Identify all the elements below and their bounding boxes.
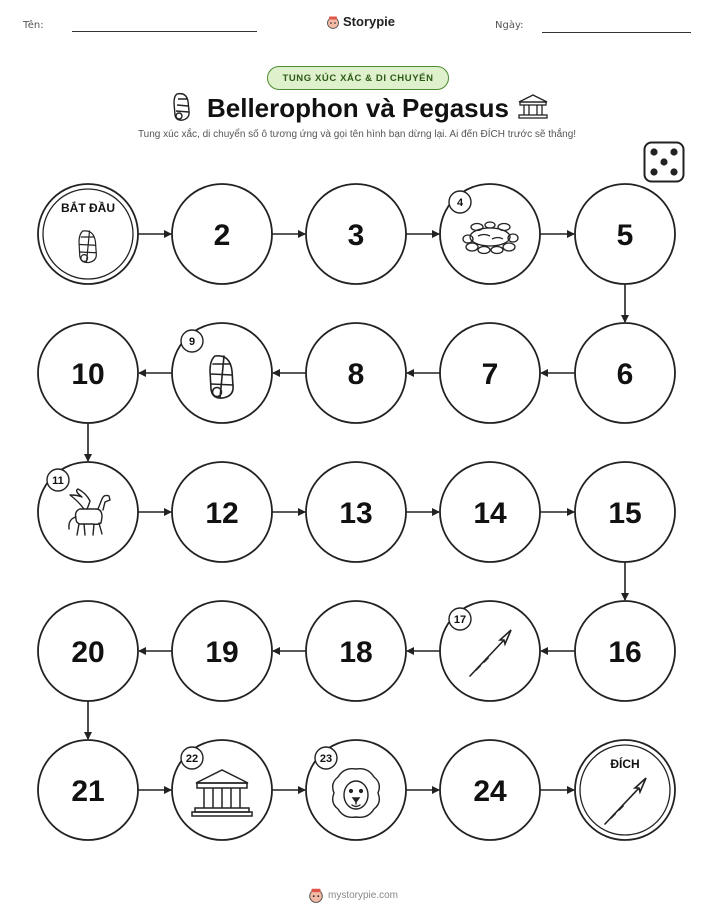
space-number: 6 <box>616 358 634 391</box>
space-label: BẮT ĐẦU <box>61 201 115 215</box>
board-space-17[interactable] <box>440 601 540 701</box>
space-number: 12 <box>205 497 239 530</box>
space-number: 17 <box>453 614 467 626</box>
space-number: 11 <box>52 475 64 487</box>
board-space-22[interactable] <box>172 740 272 840</box>
board-space-10[interactable] <box>38 323 138 423</box>
space-number: 19 <box>205 636 239 669</box>
space-number: 22 <box>185 753 199 765</box>
board-space-9[interactable] <box>172 323 272 423</box>
name-label: Tên: <box>23 20 44 31</box>
board-space-8[interactable] <box>306 323 406 423</box>
board-space-15[interactable] <box>575 462 675 562</box>
instructions: Tung xúc xắc, di chuyển số ô tương ứng và gọi tên hình bạn dừng lại. Ai đến ĐÍCH trước sẽ thắng! <box>137 129 577 140</box>
space-number: 23 <box>319 753 333 765</box>
start-space[interactable] <box>38 184 138 284</box>
board-space-16[interactable] <box>575 601 675 701</box>
board-space-4[interactable] <box>440 184 540 284</box>
space-number: 16 <box>608 636 642 669</box>
space-number: 13 <box>339 497 373 530</box>
board-space-23[interactable] <box>306 740 406 840</box>
space-number: 9 <box>188 336 196 348</box>
space-number: 14 <box>473 497 507 530</box>
space-number: 8 <box>347 358 365 391</box>
space-number: 18 <box>339 636 373 669</box>
board-space-12[interactable] <box>172 462 272 562</box>
space-number: 7 <box>481 358 499 391</box>
board-space-21[interactable] <box>38 740 138 840</box>
space-label: ĐÍCH <box>610 757 640 771</box>
space-number: 15 <box>608 497 642 530</box>
board-space-7[interactable] <box>440 323 540 423</box>
brand-name: Storypie <box>343 14 396 29</box>
page-title: Bellerophon và Pegasus <box>207 93 509 123</box>
space-number: 3 <box>347 219 365 252</box>
finish-space[interactable] <box>575 740 675 840</box>
space-number: 5 <box>616 219 634 252</box>
activity-badge: TUNG XÚC XẮC & DI CHUYỂN <box>267 66 449 90</box>
board-space-3[interactable] <box>306 184 406 284</box>
board-space-6[interactable] <box>575 323 675 423</box>
space-number: 20 <box>71 636 105 669</box>
space-number: 4 <box>456 197 464 209</box>
board-space-11[interactable] <box>38 462 138 562</box>
storypie-mascot-icon <box>308 887 324 903</box>
board-space-24[interactable] <box>440 740 540 840</box>
space-number: 2 <box>213 219 231 252</box>
space-number: 21 <box>71 775 105 808</box>
board-space-13[interactable] <box>306 462 406 562</box>
date-label: Ngày: <box>495 20 524 31</box>
footer <box>308 887 398 903</box>
board-space-20[interactable] <box>38 601 138 701</box>
board-space-14[interactable] <box>440 462 540 562</box>
footer-url[interactable]: mystorypie.com <box>328 889 399 901</box>
space-number: 24 <box>473 775 507 808</box>
board-space-5[interactable] <box>575 184 675 284</box>
board-space-18[interactable] <box>306 601 406 701</box>
board-space-19[interactable] <box>172 601 272 701</box>
board-space-2[interactable] <box>172 184 272 284</box>
space-number: 10 <box>71 358 105 391</box>
